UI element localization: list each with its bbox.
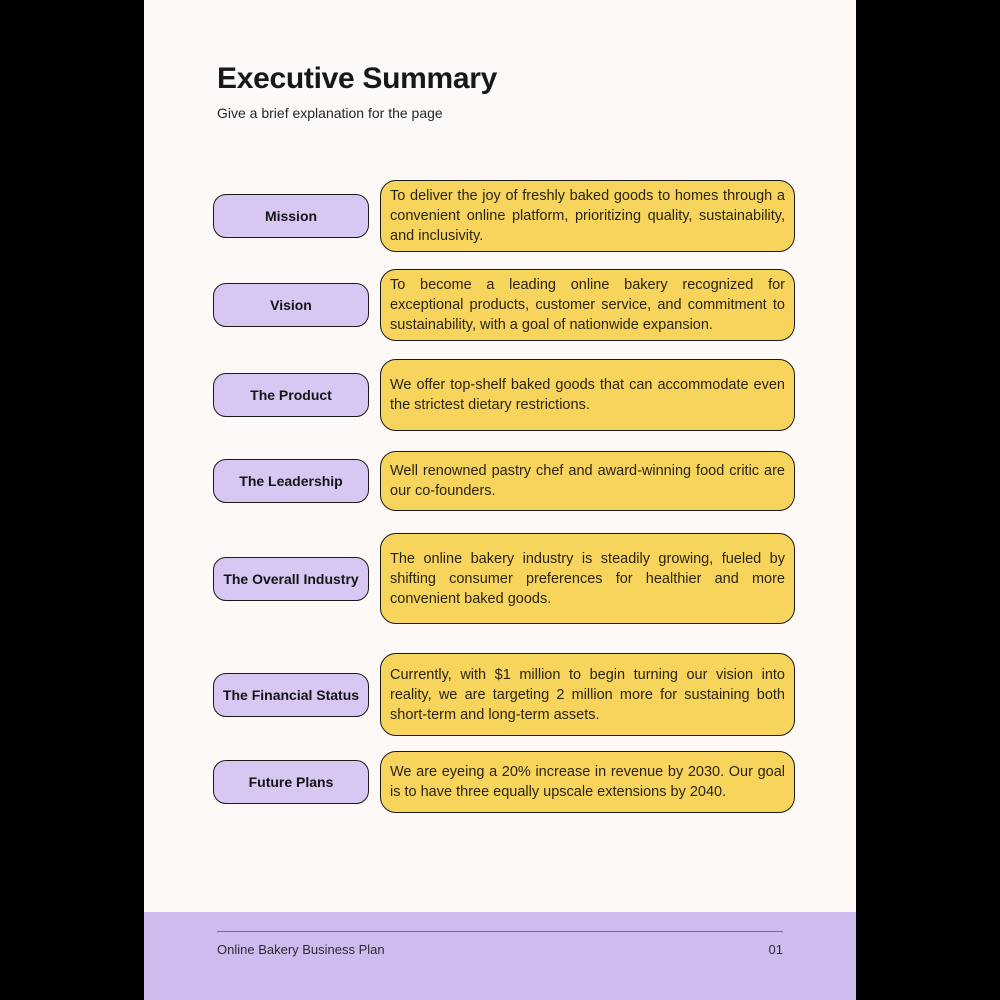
industry-label-pill: The Overall Industry: [213, 557, 369, 601]
product-text: We offer top-shelf baked goods that can accommodate even the strictest dietary restrictions.: [390, 377, 785, 413]
footer-divider: [217, 931, 783, 932]
leadership-text-bubble: [380, 451, 795, 511]
future-plans-text: We are eyeing a 20% increase in revenue by 2030. Our goal is to have three equally upscale extensions by 2040.: [390, 764, 785, 800]
vision-label-pill: Vision: [213, 283, 369, 327]
page-subtitle: Give a brief explanation for the page: [217, 104, 443, 121]
future-plans-label-pill: Future Plans: [213, 760, 369, 804]
summary-row-product: [213, 359, 795, 431]
product-label-pill: The Product: [213, 373, 369, 417]
vision-text: To become a leading online bakery recognized for exceptional products, customer service, and commitment to sustainability, with a goal of nationwide expansion.: [390, 277, 785, 333]
financial-status-label-pill: The Financial Status: [213, 673, 369, 717]
summary-rows: [213, 180, 795, 813]
industry-text-bubble: [380, 533, 795, 624]
page-title: Executive Summary: [217, 62, 498, 95]
document-page: [144, 0, 856, 1000]
financial-status-text-bubble: [380, 653, 795, 736]
mission-text: To deliver the joy of freshly baked goods to homes through a convenient online platform, prioritizing quality, sustainability, and inclusivity.: [390, 188, 785, 244]
footer-row: [217, 942, 783, 957]
summary-row-industry: [213, 533, 795, 624]
footer-document-title: Online Bakery Business Plan: [217, 942, 385, 957]
summary-row-future-plans: [213, 751, 795, 813]
mission-text-bubble: [380, 180, 795, 252]
product-text-bubble: [380, 359, 795, 431]
summary-row-vision: [213, 269, 795, 341]
leadership-text: Well renowned pastry chef and award-winning food critic are our co-founders.: [390, 463, 785, 499]
summary-row-financial-status: [213, 653, 795, 736]
vision-text-bubble: [380, 269, 795, 341]
future-plans-text-bubble: [380, 751, 795, 813]
page-footer: [144, 912, 856, 1000]
leadership-label-pill: The Leadership: [213, 459, 369, 503]
summary-row-leadership: [213, 451, 795, 511]
industry-text: The online bakery industry is steadily growing, fueled by shifting consumer preferences for healthier and more convenient baked goods.: [390, 550, 785, 607]
mission-label-pill: Mission: [213, 194, 369, 238]
footer-page-number: 01: [768, 942, 783, 957]
summary-row-mission: [213, 180, 795, 252]
financial-status-text: Currently, with $1 million to begin turning our vision into reality, we are targeting 2 million more for sustaining both short-term and long-term assets.: [390, 666, 785, 723]
page-header: [217, 62, 796, 121]
